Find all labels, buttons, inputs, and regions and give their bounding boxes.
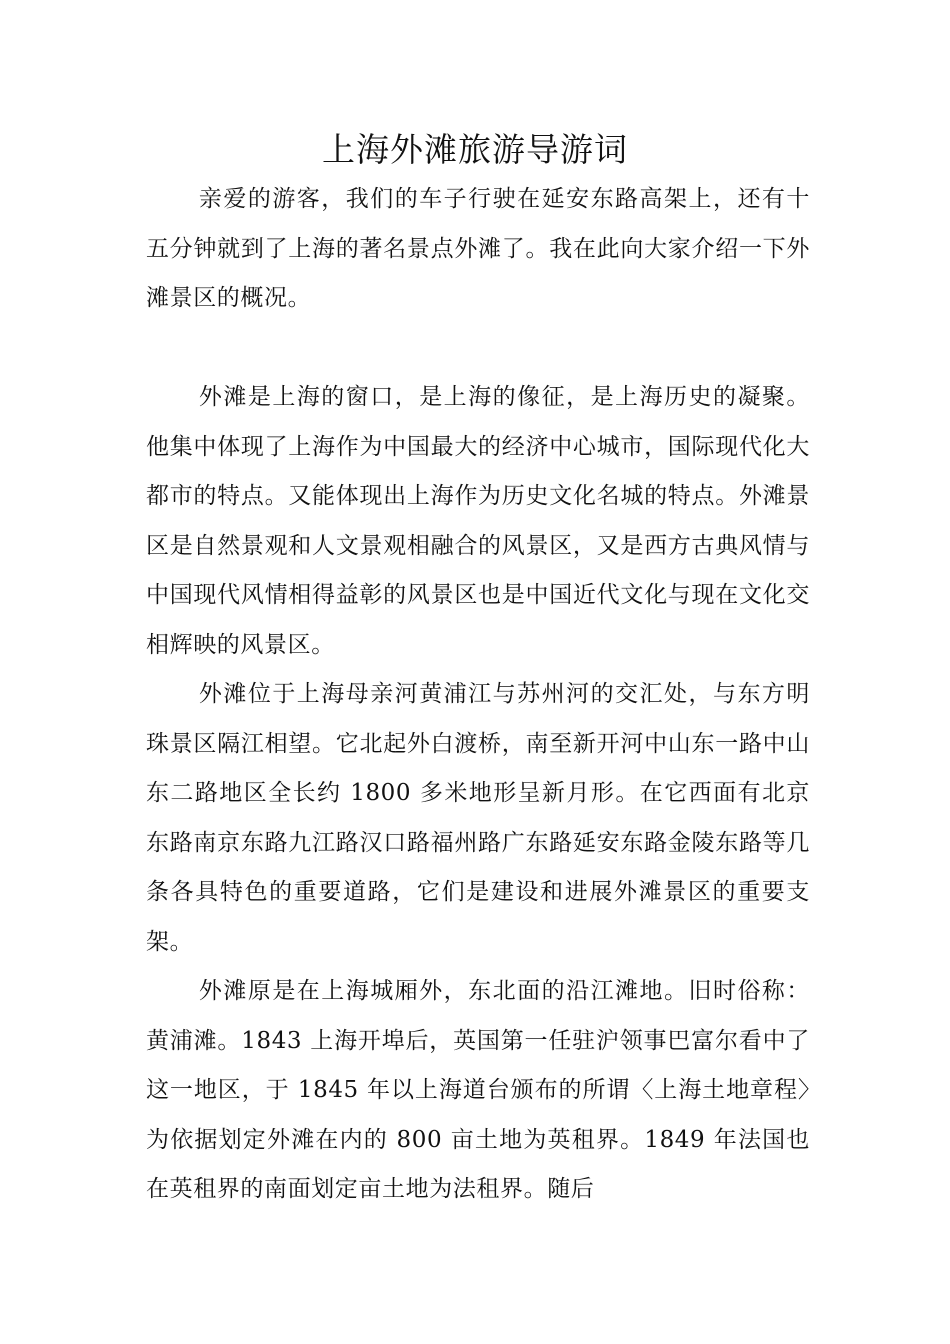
paragraph-spacer bbox=[146, 324, 810, 374]
paragraph-location: 外滩位于上海母亲河黄浦江与苏州河的交汇处，与东方明珠景区隔江相望。它北起外白渡桥，南至新开河中山东一路中山东二路地区全长约 1800 多米地形呈新月形。在它西面有北京东路南京东路九江路汉口路福州路广东路延安东路金陵东路等几条各具特色的重要道路，它们是建设和进展外滩景区的重要支架。 bbox=[146, 681, 810, 955]
paragraph-intro: 亲爱的游客，我们的车子行驶在延安东路高架上，还有十五分钟就到了上海的著名景点外滩了。我在此向大家介绍一下外滩景区的概况。 bbox=[146, 186, 810, 311]
paragraph-window: 外滩是上海的窗口，是上海的像征，是上海历史的凝聚。他集中体现了上海作为中国最大的经济中心城市，国际现代化大都市的特点。又能体现出上海作为历史文化名城的特点。外滩景区是自然景观和人文景观相融合的风景区，又是西方古典风情与中国现代风情相得益彰的风景区也是中国近代文化与现在文化交相辉映的风景区。 bbox=[146, 384, 810, 658]
paragraph-history: 外滩原是在上海城厢外，东北面的沿江滩地。旧时俗称：黄浦滩。1843 上海开埠后，英国第一任驻沪领事巴富尔看中了这一地区，于 1845 年以上海道台颁布的所谓〈上海土地章程〉为依据划定外滩在内的 800 亩土地为英租界。1849 年法国也在英租界的南面划定亩土地为法租界。随后 bbox=[146, 978, 810, 1202]
page-title: 上海外滩旅游导游词 bbox=[322, 130, 628, 169]
document-body bbox=[146, 175, 810, 1215]
